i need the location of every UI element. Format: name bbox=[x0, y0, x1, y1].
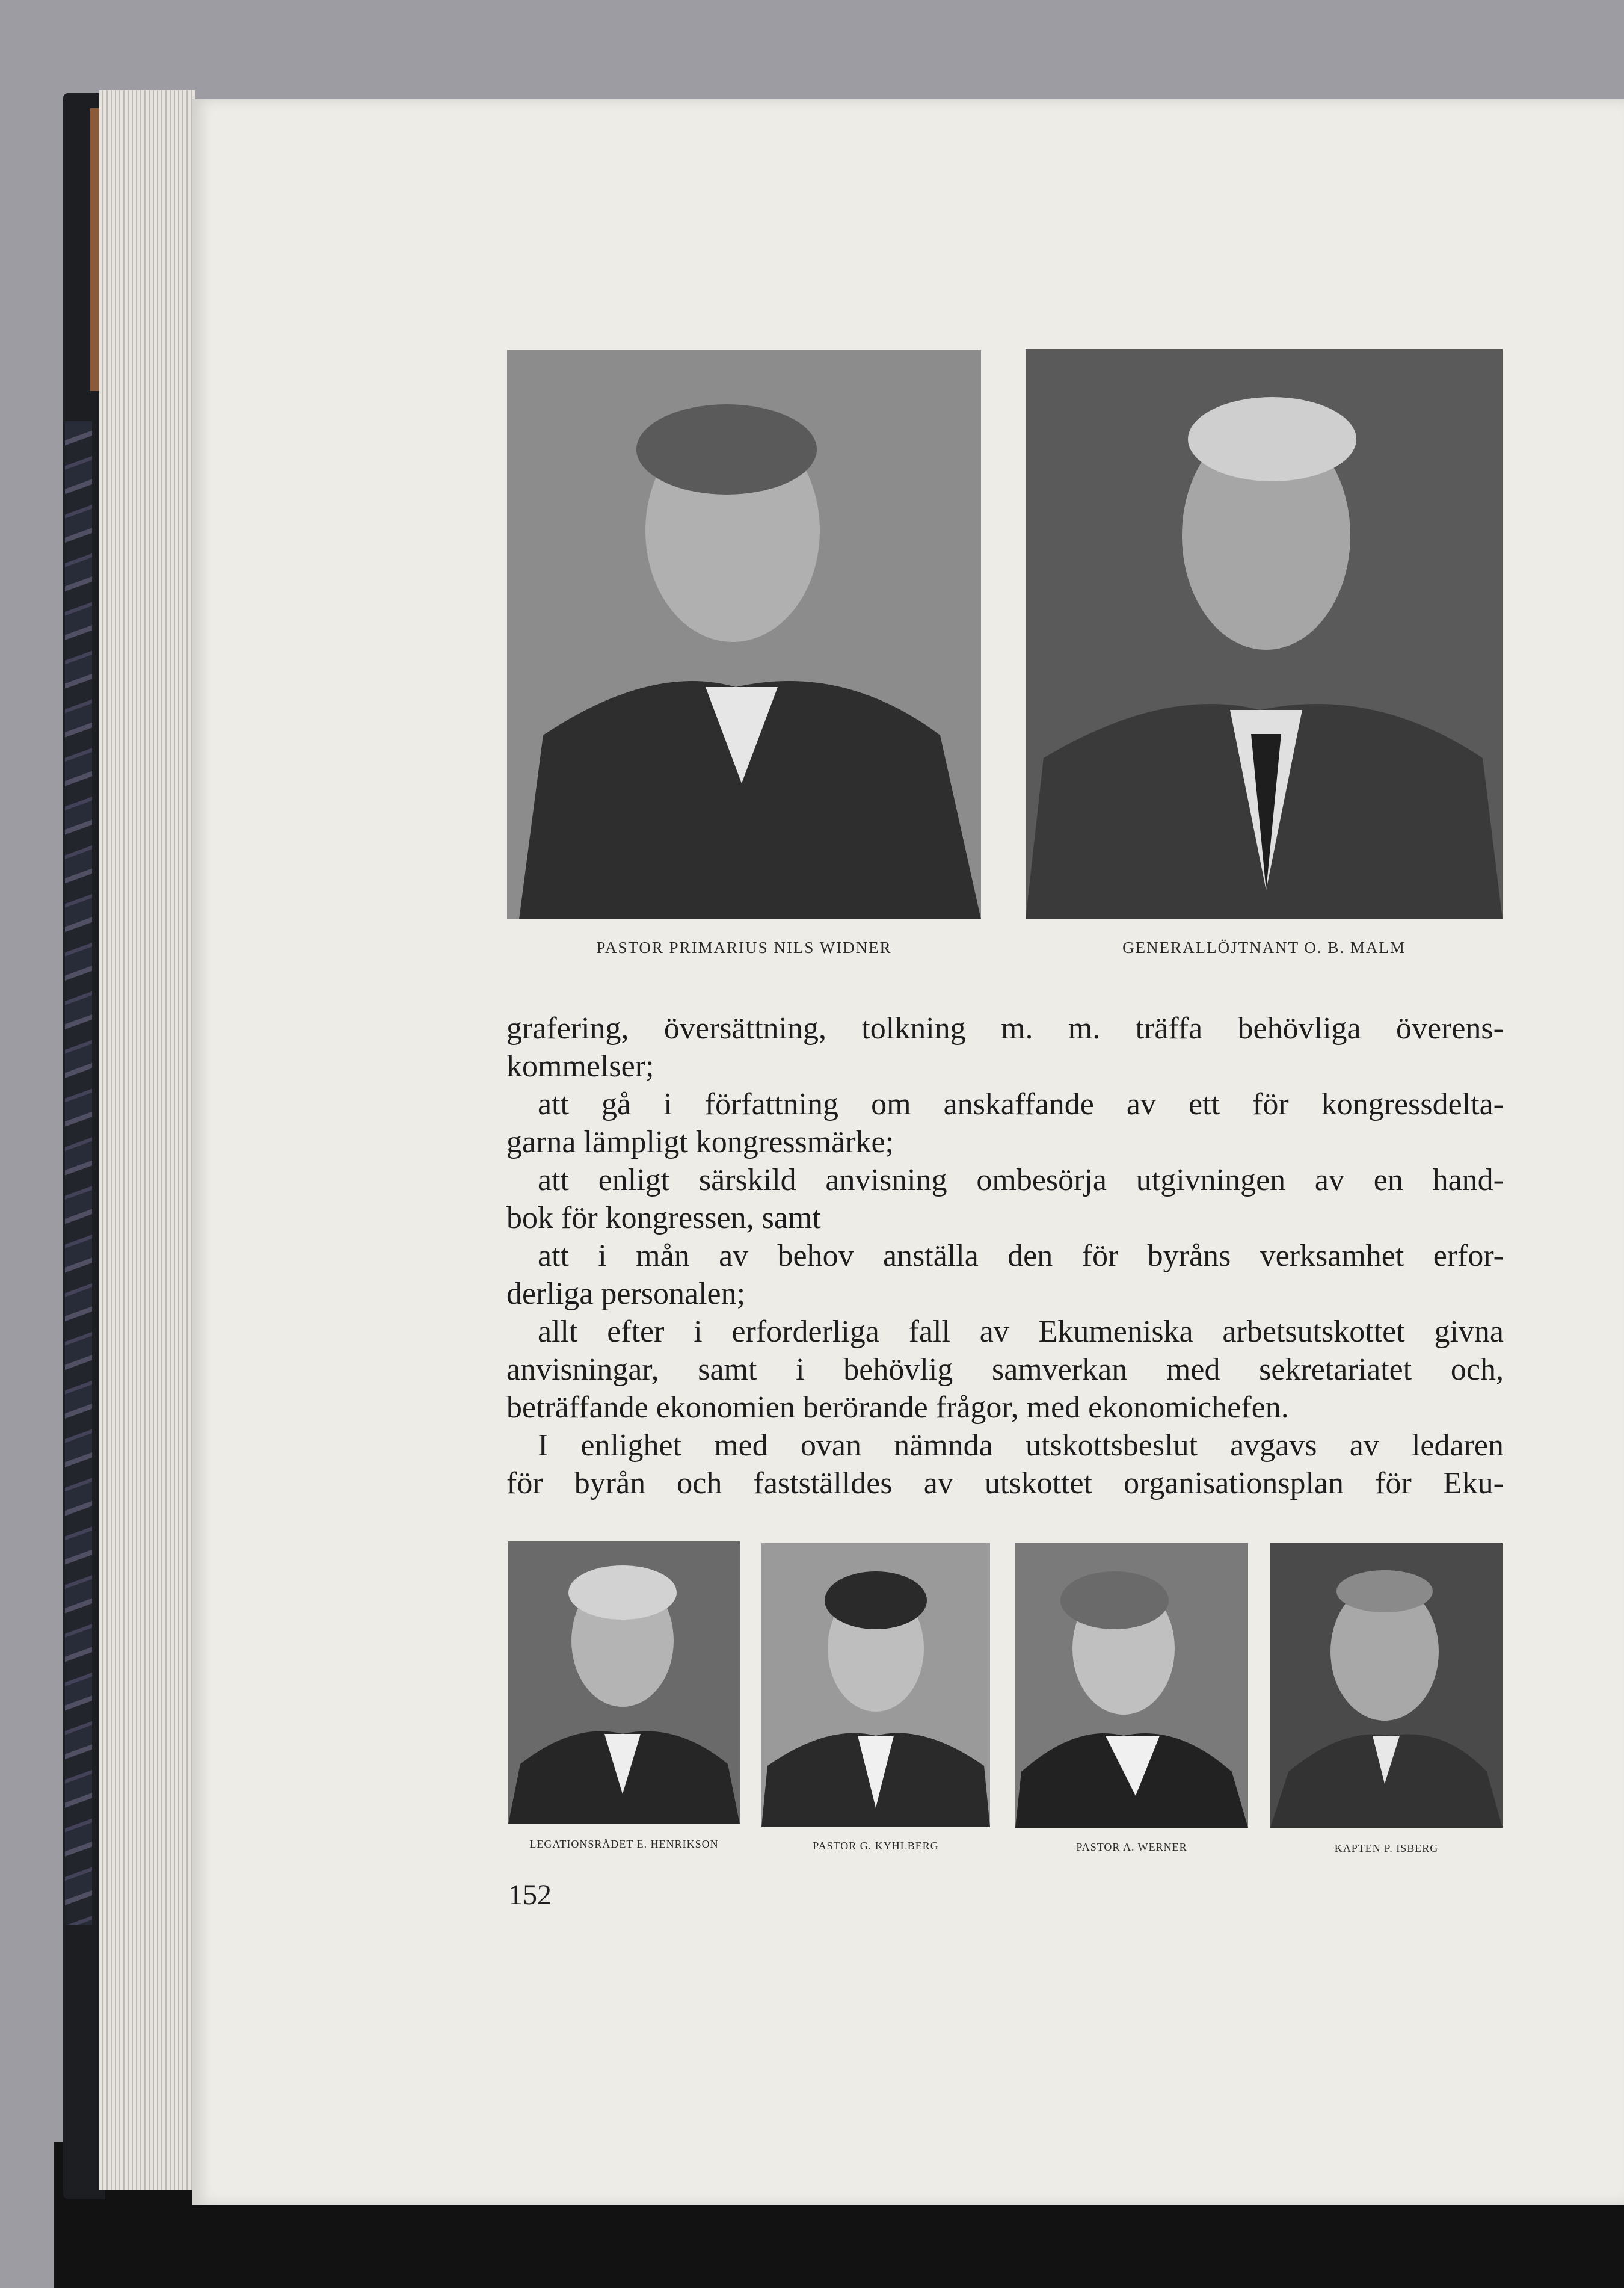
text-line: allt efter i erforderliga fall av Ekumeniska arbetsutskottet givna bbox=[538, 1315, 1504, 1349]
text-line: I enlighet med ovan nämnda utskottsbeslut avgavs av ledaren bbox=[538, 1428, 1504, 1463]
portrait-werner bbox=[1015, 1543, 1248, 1828]
portrait-kyhlberg bbox=[761, 1543, 990, 1827]
portrait-ob-malm bbox=[1026, 349, 1503, 919]
caption-nils-widner: PASTOR PRIMARIUS NILS WIDNER bbox=[596, 939, 892, 957]
text-line: att gå i författning om anskaffande av ett för kongressdelta- bbox=[538, 1087, 1504, 1121]
caption-kyhlberg: PASTOR G. KYHLBERG bbox=[813, 1840, 939, 1852]
marbled-cover bbox=[65, 421, 92, 1925]
text-line: att i mån av behov anställa den för byråns verksamhet erfor- bbox=[538, 1239, 1504, 1273]
portrait-henrikson bbox=[508, 1541, 740, 1824]
text-line: anvisningar, samt i behövlig samverkan med sekretariatet och, bbox=[506, 1352, 1504, 1387]
caption-henrikson: LEGATIONSRÅDET E. HENRIKSON bbox=[529, 1838, 719, 1850]
text-line: bok för kongressen, samt bbox=[506, 1201, 821, 1235]
body-text bbox=[506, 1010, 1504, 1502]
text-line: beträffande ekonomien berörande frågor, med ekonomichefen. bbox=[506, 1390, 1289, 1425]
page-edges bbox=[99, 90, 195, 2190]
text-line: derliga personalen; bbox=[506, 1277, 746, 1311]
caption-ob-malm: GENERALLÖJTNANT O. B. MALM bbox=[1122, 939, 1406, 957]
text-line: för byrån och fastställdes av utskottet organisationsplan för Eku- bbox=[506, 1466, 1504, 1500]
text-line: grafering, översättning, tolkning m. m. träffa behövliga överens- bbox=[506, 1011, 1504, 1046]
text-line: garna lämpligt kongressmärke; bbox=[506, 1125, 894, 1159]
portrait-nils-widner bbox=[507, 350, 981, 919]
page-number: 152 bbox=[508, 1879, 552, 1911]
text-line: kommelser; bbox=[506, 1049, 654, 1084]
caption-werner: PASTOR A. WERNER bbox=[1076, 1841, 1187, 1853]
caption-isberg: KAPTEN P. ISBERG bbox=[1334, 1842, 1439, 1854]
text-line: att enligt särskild anvisning ombesörja utgivningen av en hand- bbox=[538, 1163, 1504, 1197]
portrait-isberg bbox=[1270, 1543, 1503, 1828]
